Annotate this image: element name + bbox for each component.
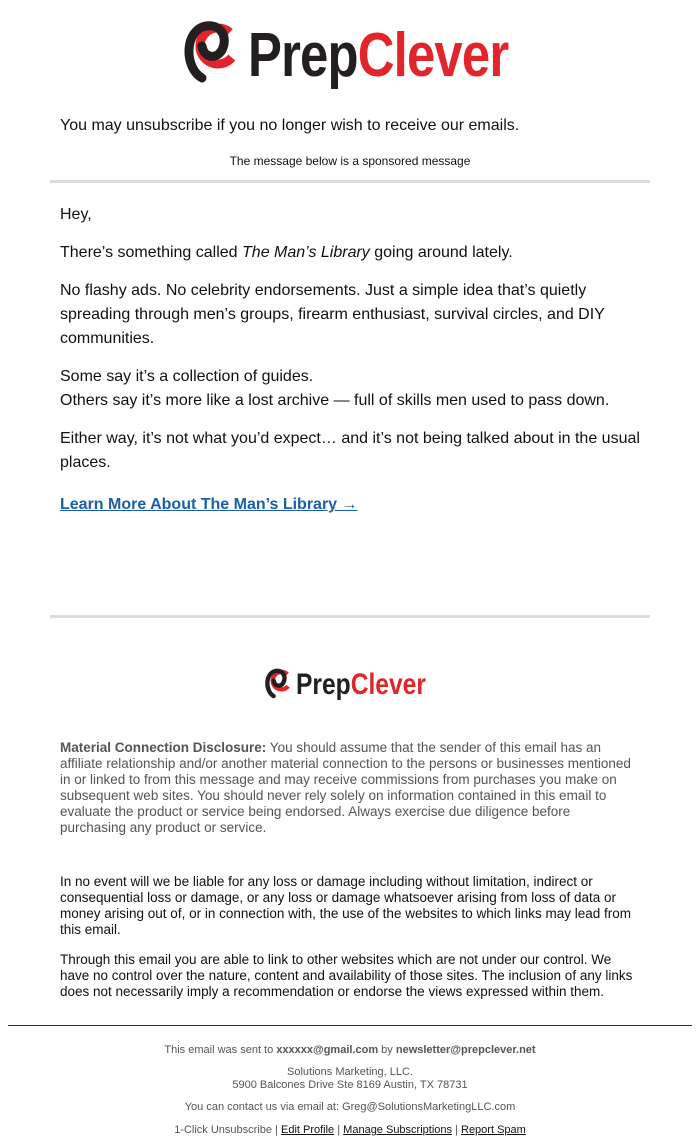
paragraph-2: No flashy ads. No celebrity endorsements. Just a simple idea that’s quietly spreading through men’s groups, firearm enthusiast, survival circles, and DIY communities. — [60, 282, 605, 347]
pc-logo-icon — [182, 16, 244, 94]
prepclever-logo — [50, 16, 650, 94]
divider — [50, 180, 650, 183]
book-title: The Man’s Library — [242, 244, 370, 261]
learn-more-link[interactable]: Learn More About The Man’s Library → — [60, 496, 358, 513]
email-body — [50, 203, 650, 531]
logo-prep-text: Prep — [248, 20, 358, 90]
company-address: Solutions Marketing, LLC. 5900 Balcones Drive Ste 8169 Austin, TX 78731 — [232, 1066, 468, 1091]
edit-profile-link[interactable]: Edit Profile — [280, 1124, 335, 1136]
sent-to-line: This email was sent to xxxxxx@gmail.com by newsletter@prepclever.net — [164, 1044, 536, 1056]
prepclever-logo-small: PrepClever — [50, 666, 650, 704]
external-links-text: Through this email you are able to link to other websites which are not under our control. We have no control over the nature, content and availability of those sites. The inclusion of any links does not necessarily imply a recommendation or endorse the views expressed within them. — [60, 952, 633, 999]
paragraph-1: There’s something called The Man’s Library going around lately. — [60, 244, 513, 261]
material-disclosure: Material Connection Disclosure: You should assume that the sender of this email has an affiliate relationship and/or another material connection to the persons or businesses mentioned in or linked to from this message and may receive commissions from purchases you make on subsequent web sites. You should never rely solely on information contained in this email to evaluate the product or service being endorsed. Always exercise due diligence before purchasing any product or service. — [60, 740, 631, 835]
unsubscribe-note: You may unsubscribe if you no longer wish to receive our emails. — [60, 117, 520, 134]
liability-text: In no event will we be liable for any loss or damage including without limitation, indirect or consequential loss or damage, or any loss or damage whatsoever arising from loss of data or money arising out of, or in connection with, the use of the websites to which links may lead from this email. — [60, 874, 632, 937]
footer-links: 1-Click Unsubscribe | Edit Profile | Manage Subscriptions | Report Spam — [174, 1124, 526, 1136]
sponsored-note: The message below is a sponsored message — [229, 154, 471, 168]
pc-logo-icon — [264, 666, 294, 704]
paragraph-3: Some say it’s a collection of guides. Others say it’s more like a lost archive — full of skills men used to pass down. — [60, 368, 610, 409]
disclosure-section — [50, 740, 650, 1014]
divider — [50, 615, 650, 618]
paragraph-4: Either way, it’s not what you’d expect… and it’s not being talked about in the usual places. — [60, 430, 640, 471]
one-click-unsubscribe[interactable]: 1-Click Unsubscribe — [174, 1124, 272, 1136]
footer-divider — [8, 1025, 692, 1026]
logo-clever-text: Clever — [357, 20, 509, 90]
contact-line: You can contact us via email at: Greg@SolutionsMarketingLLC.com — [184, 1101, 516, 1113]
manage-subscriptions-link[interactable]: Manage Subscriptions — [343, 1124, 453, 1136]
report-spam-link[interactable]: Report Spam — [461, 1124, 526, 1136]
greeting: Hey, — [60, 206, 92, 223]
